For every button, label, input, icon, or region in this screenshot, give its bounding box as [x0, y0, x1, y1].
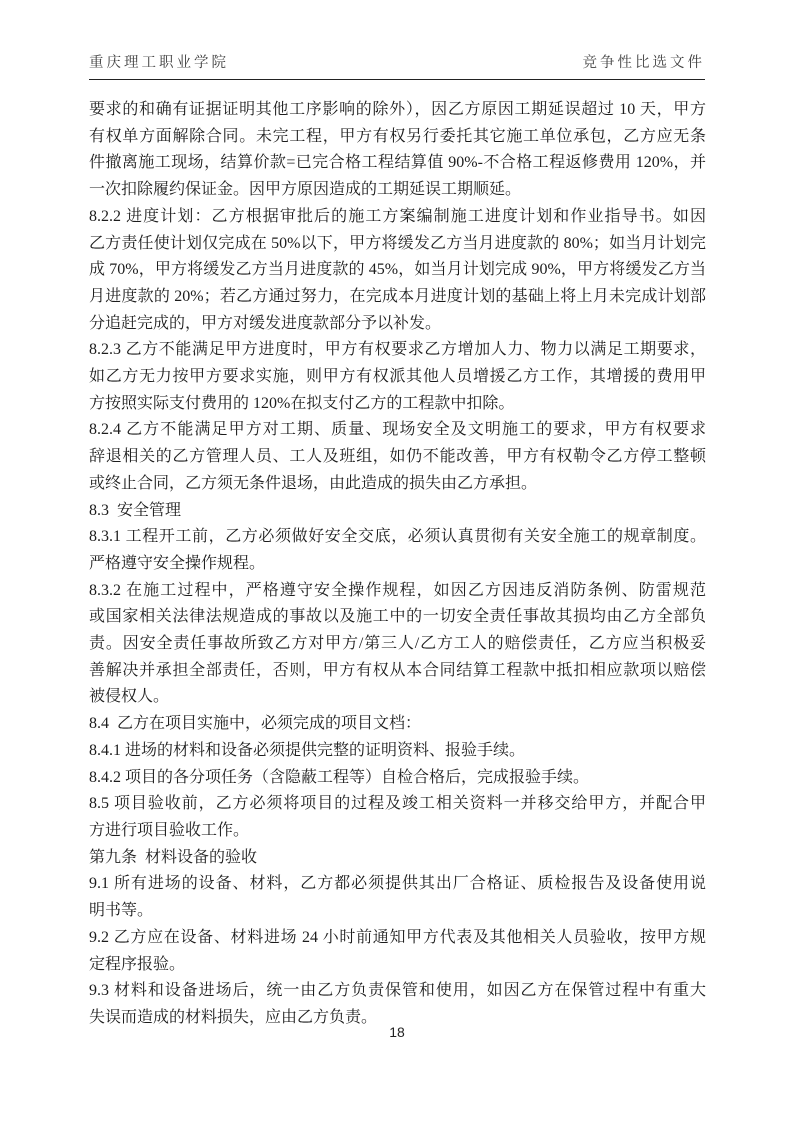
text-line: 8.3.1 工程开工前，乙方必须做好安全交底，必须认真贯彻有关安全施工的规章制度。: [89, 528, 706, 546]
text-line: 8.4.1 进场的材料和设备必须提供完整的证明资料、报验手续。: [89, 741, 526, 759]
paragraph: [89, 871, 706, 924]
text-line: 分追赶完成的，甲方对缓发进度款部分予以补发。: [89, 314, 442, 332]
text-line: 或终止合同，乙方须无条件退场，由此造成的损失由乙方承担。: [89, 474, 538, 492]
paragraph: [89, 97, 706, 204]
text-line: 一次扣除履约保证金。因甲方原因造成的工期延误工期顺延。: [89, 181, 522, 199]
text-line: 善解决并承担全部责任，否则，甲方有权从本合同结算工程款中抵扣相应款项以赔偿: [89, 661, 706, 679]
text-line: 责。因安全责任事故所致乙方对甲方/第三人/乙方工人的赔偿责任，乙方应当积极妥: [89, 635, 706, 653]
text-line: 方进行项目验收工作。: [89, 821, 250, 839]
text-line: 8.5 项目验收前，乙方必须将项目的过程及竣工相关资料一并移交给甲方，并配合甲: [89, 795, 706, 813]
paragraph: [89, 524, 706, 577]
text-line: 或国家相关法律法规造成的事故以及施工中的一切安全责任事故其损均由乙方全部负: [89, 608, 706, 626]
text-line: 件撤离施工现场，结算价款=已完合格工程结算值 90%-不合格工程返修费用 120%，并: [89, 154, 706, 172]
paragraph: [89, 845, 706, 872]
text-line: 8.3.2 在施工过程中，严格遵守安全操作规程，如因乙方因违反消防条例、防雷规范: [89, 581, 706, 599]
text-line: 要求的和确有证据证明其他工序影响的除外），因乙方原因工期延误超过 10 天，甲方: [89, 101, 706, 118]
header-document-type: 竞争性比选文件: [582, 55, 705, 71]
text-line: 8.2.4 乙方不能满足甲方对工期、质量、现场安全及文明施工的要求，甲方有权要求: [89, 421, 706, 439]
page-header: [89, 0, 705, 80]
paragraph: [89, 417, 706, 497]
text-line: 8.4.2 项目的各分项任务（含隐蔽工程等）自检合格后，完成报验手续。: [89, 768, 590, 786]
text-line: 9.3 材料和设备进场后，统一由乙方负责保管和使用，如因乙方在保管过程中有重大: [89, 982, 706, 1000]
paragraph: [89, 204, 706, 338]
header-organization: 重庆理工职业学院: [89, 55, 229, 71]
text-line: 乙方责任使计划仅完成在 50%以下，甲方将缓发乙方当月进度款的 80%；如当月计划完: [89, 234, 706, 252]
text-line: 月进度款的 20%；若乙方通过努力，在完成本月进度计划的基础上将上月未完成计划部: [89, 287, 706, 305]
paragraph: [89, 765, 706, 792]
paragraph: [89, 925, 706, 978]
text-line: 定程序报验。: [89, 955, 186, 973]
page-number: 18: [389, 1024, 405, 1040]
page-footer: [0, 1024, 794, 1040]
text-line: 8.3 安全管理: [89, 501, 182, 519]
text-line: 被侵权人。: [89, 688, 170, 706]
paragraph: [89, 337, 706, 417]
text-line: 8.4 乙方在项目实施中，必须完成的项目文档：: [89, 715, 422, 733]
paragraph: [89, 498, 706, 525]
text-line: 成 70%，甲方将缓发乙方当月进度款的 45%，如当月计划完成 90%，甲方将缓发乙方当: [89, 261, 706, 279]
paragraph: [89, 791, 706, 844]
document-body: [89, 97, 706, 1032]
paragraph: [89, 578, 706, 712]
text-line: 如乙方无力按甲方要求实施，则甲方有权派其他人员增援乙方工作，其增援的费用甲: [89, 368, 706, 386]
paragraph: [89, 738, 706, 765]
text-line: 明书等。: [89, 902, 154, 920]
paragraph: [89, 711, 706, 738]
text-line: 9.2 乙方应在设备、材料进场 24 小时前通知甲方代表及其他相关人员验收，按甲方规: [89, 928, 706, 946]
text-line: 有权单方面解除合同。未完工程，甲方有权另行委托其它施工单位承包，乙方应无条: [89, 127, 706, 145]
text-line: 8.2.3 乙方不能满足甲方进度时，甲方有权要求乙方增加人力、物力以满足工期要求，: [89, 341, 706, 359]
text-line: 第九条 材料设备的验收: [89, 848, 258, 866]
text-line: 失误而造成的材料损失，应由乙方负责。: [89, 1008, 378, 1026]
text-line: 8.2.2 进度计划：乙方根据审批后的施工方案编制施工进度计划和作业指导书。如因: [89, 207, 706, 225]
text-line: 严格遵守安全操作规程。: [89, 554, 266, 572]
text-line: 9.1 所有进场的设备、材料，乙方都必须提供其出厂合格证、质检报告及设备使用说: [89, 875, 706, 893]
text-line: 方按照实际支付费用的 120%在拟支付乙方的工程款中扣除。: [89, 394, 515, 412]
text-line: 辞退相关的乙方管理人员、工人及班组，如仍不能改善，甲方有权勒令乙方停工整顿: [89, 448, 706, 466]
